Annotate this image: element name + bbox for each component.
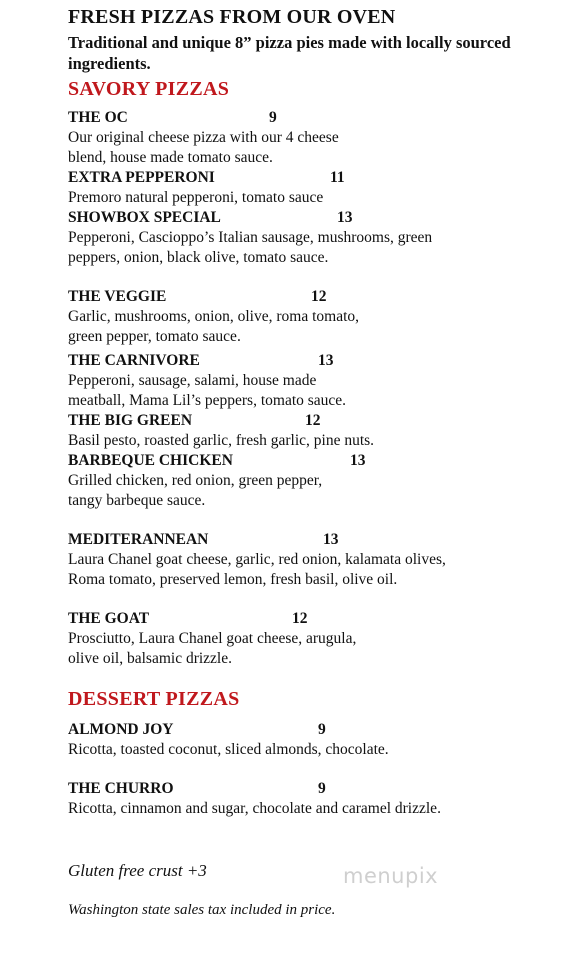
menu-item-almond-joy (68, 720, 538, 760)
item-price: 12 (292, 610, 308, 627)
item-price: 13 (323, 531, 339, 548)
item-price: 11 (330, 169, 345, 186)
item-name: THE CARNIVORE (68, 352, 200, 369)
item-price: 13 (318, 352, 334, 369)
tax-note: Washington state sales tax included in price. (68, 902, 336, 918)
menu-item-the-big-green (68, 411, 538, 451)
item-price: 9 (318, 780, 326, 797)
item-name: THE BIG GREEN (68, 412, 193, 429)
item-description: Grilled chicken, red onion, green pepper, tangy barbeque sauce. (68, 472, 323, 509)
item-price: 12 (311, 288, 327, 305)
item-price: 12 (305, 412, 321, 429)
item-name: ALMOND JOY (68, 721, 174, 738)
item-name: THE VEGGIE (68, 288, 167, 305)
menu-item-showbox-special (68, 208, 538, 268)
item-price: 9 (269, 109, 277, 126)
item-description: Ricotta, toasted coconut, sliced almonds, chocolate. (68, 741, 389, 758)
savory-heading: SAVORY PIZZAS (68, 78, 230, 100)
item-description: Premoro natural pepperoni, tomato sauce (68, 189, 324, 206)
watermark-logo: menupix (343, 864, 439, 888)
item-description: Garlic, mushrooms, onion, olive, roma tomato, green pepper, tomato sauce. (68, 308, 360, 345)
menu-item-the-goat (68, 609, 538, 669)
item-name: THE GOAT (68, 610, 150, 627)
item-description: Pepperoni, Cascioppo’s Italian sausage, mushrooms, green peppers, onion, black olive, tomato sauce. (68, 229, 433, 266)
menu-item-the-veggie (68, 287, 538, 347)
menu-subtitle: Traditional and unique 8” pizza pies made with locally sourced ingredients. (68, 33, 511, 73)
menu-item-extra-pepperoni (68, 168, 538, 208)
menu-item-the-churro (68, 779, 538, 819)
menu-item-barbeque-chicken (68, 451, 538, 511)
item-name: BARBEQUE CHICKEN (68, 452, 233, 469)
item-price: 13 (337, 209, 353, 226)
item-description: Prosciutto, Laura Chanel goat cheese, arugula, olive oil, balsamic drizzle. (68, 630, 357, 667)
menu-item-the-oc (68, 108, 538, 168)
gluten-free-note: Gluten free crust +3 (68, 861, 207, 880)
item-name: THE CHURRO (68, 780, 174, 797)
item-description: Laura Chanel goat cheese, garlic, red onion, kalamata olives, Roma tomato, preserved lemon, fresh basil, olive oil. (68, 551, 446, 588)
item-name: MEDITERANNEAN (68, 531, 209, 548)
menu-title: FRESH PIZZAS FROM OUR OVEN (68, 6, 396, 28)
item-description: Our original cheese pizza with our 4 cheese blend, house made tomato sauce. (68, 129, 339, 166)
item-price: 9 (318, 721, 326, 738)
item-description: Basil pesto, roasted garlic, fresh garlic, pine nuts. (68, 432, 375, 449)
menu-item-the-carnivore (68, 351, 538, 411)
dessert-heading: DESSERT PIZZAS (68, 688, 240, 710)
item-price: 13 (350, 452, 366, 469)
item-name: SHOWBOX SPECIAL (68, 209, 221, 226)
item-name: THE OC (68, 109, 128, 126)
menu-item-mediterannean (68, 530, 538, 590)
item-description: Pepperoni, sausage, salami, house made meatball, Mama Lil’s peppers, tomato sauce. (68, 372, 347, 409)
item-description: Ricotta, cinnamon and sugar, chocolate and caramel drizzle. (68, 800, 441, 817)
item-name: EXTRA PEPPERONI (68, 169, 215, 186)
